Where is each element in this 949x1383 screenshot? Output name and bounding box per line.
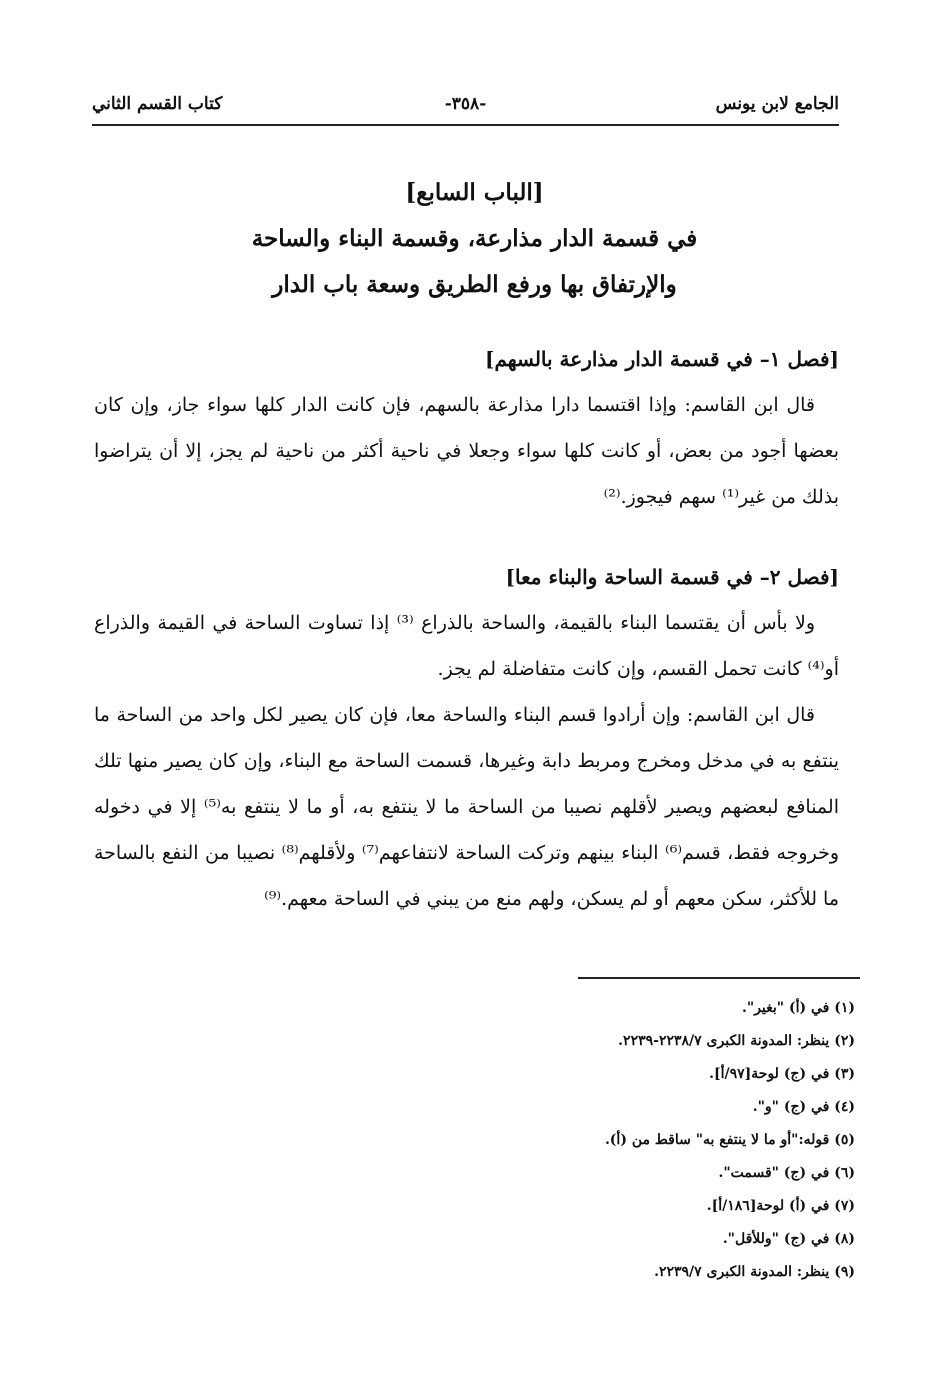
header-book-author: الجامع لابن يونس: [715, 94, 839, 114]
footnote-7: (٧) في (أ) لوحة[١٨٦/أ].: [706, 1198, 855, 1214]
section-2-paragraph-1: ولا بأس أن يقتسما البناء بالقيمة، والساحة بالذراع ⁽³⁾ إذا تساوت الساحة في القيمة والذراع أو⁽⁴⁾ كانت تحمل القسم، وإن كانت متفاضلة لم يجز.: [94, 612, 839, 680]
section-1-paragraph: قال ابن القاسم: وإذا اقتسما دارا مذارعة بالسهم، فإن كانت الدار كلها سواء جاز، وإن كان بعضها أجود من بعض، أو كانت كلها سواء وجعلا في ناحية أكثر من ناحية لم يجز، إلا أن يتراضوا بذلك من غير⁽¹⁾ سهم فيجوز.⁽²⁾: [94, 394, 839, 508]
footnote-2: (٢) ينظر: المدونة الكبرى ٢٢٣٨/٧-٢٢٣٩.: [618, 1033, 855, 1049]
footnote-1: (١) في (أ) "بغير".: [742, 1000, 855, 1016]
section-2: [94, 554, 839, 922]
section-2-paragraph-2: قال ابن القاسم: وإن أرادوا قسم البناء والساحة معا، فإن كان يصير لكل واحد من الساحة ما ينتفع به في مدخل ومخرج ومربط دابة وغيرها، قسمت الساحة مع البناء، وإن كان يصير منها تلك المنافع لبعضهم ويصير لأقلهم نصيبا من الساحة ما لا ينتفع به، أو ما لا ينتفع به⁽⁵⁾ إلا في دخوله وخروجه فقط، قسم⁽⁶⁾ البناء بينهم وتركت الساحة لانتفاعهم⁽⁷⁾ ولأقلهم⁽⁸⁾ نصيبا من النفع بالساحة ما للأكثر، سكن معهم أو لم يسكن، ولهم منع من يبني في الساحة معهم.⁽⁹⁾: [94, 704, 839, 910]
footnote-4: (٤) في (ج) "و".: [752, 1099, 855, 1115]
chapter-title-line-1: في قسمة الدار مذارعة، وقسمة البناء والساحة: [251, 225, 698, 252]
footnote-3: (٣) في (ج) لوحة[٩٧/أ].: [709, 1066, 855, 1082]
footnote-9: (٩) ينظر: المدونة الكبرى ٢٢٣٩/٧.: [654, 1264, 855, 1280]
footnote-rule: [578, 977, 860, 979]
chapter-titles: [160, 170, 789, 308]
running-header: [92, 94, 839, 124]
footnote-5: (٥) قوله:"أو ما لا ينتفع به" ساقط من (أ).: [604, 1132, 855, 1148]
header-book-section: كتاب القسم الثاني: [92, 94, 223, 114]
page-number: -٣٥٨-: [444, 94, 487, 114]
chapter-label: [الباب السابع]: [405, 179, 544, 206]
section-1: [94, 336, 839, 520]
chapter-title-line-2: والإرتفاق بها ورفع الطريق وسعة باب الدار: [272, 271, 677, 298]
footnotes: [555, 992, 855, 1289]
footnote-8: (٨) في (ج) "وللأقل".: [722, 1231, 855, 1247]
footnote-6: (٦) في (ج) "قسمت".: [718, 1165, 855, 1181]
section-2-title: [فصل ٢– في قسمة الساحة والبناء معا]: [505, 565, 839, 589]
header-rule: [92, 124, 839, 126]
section-1-title: [فصل ١– في قسمة الدار مذارعة بالسهم]: [485, 347, 839, 371]
